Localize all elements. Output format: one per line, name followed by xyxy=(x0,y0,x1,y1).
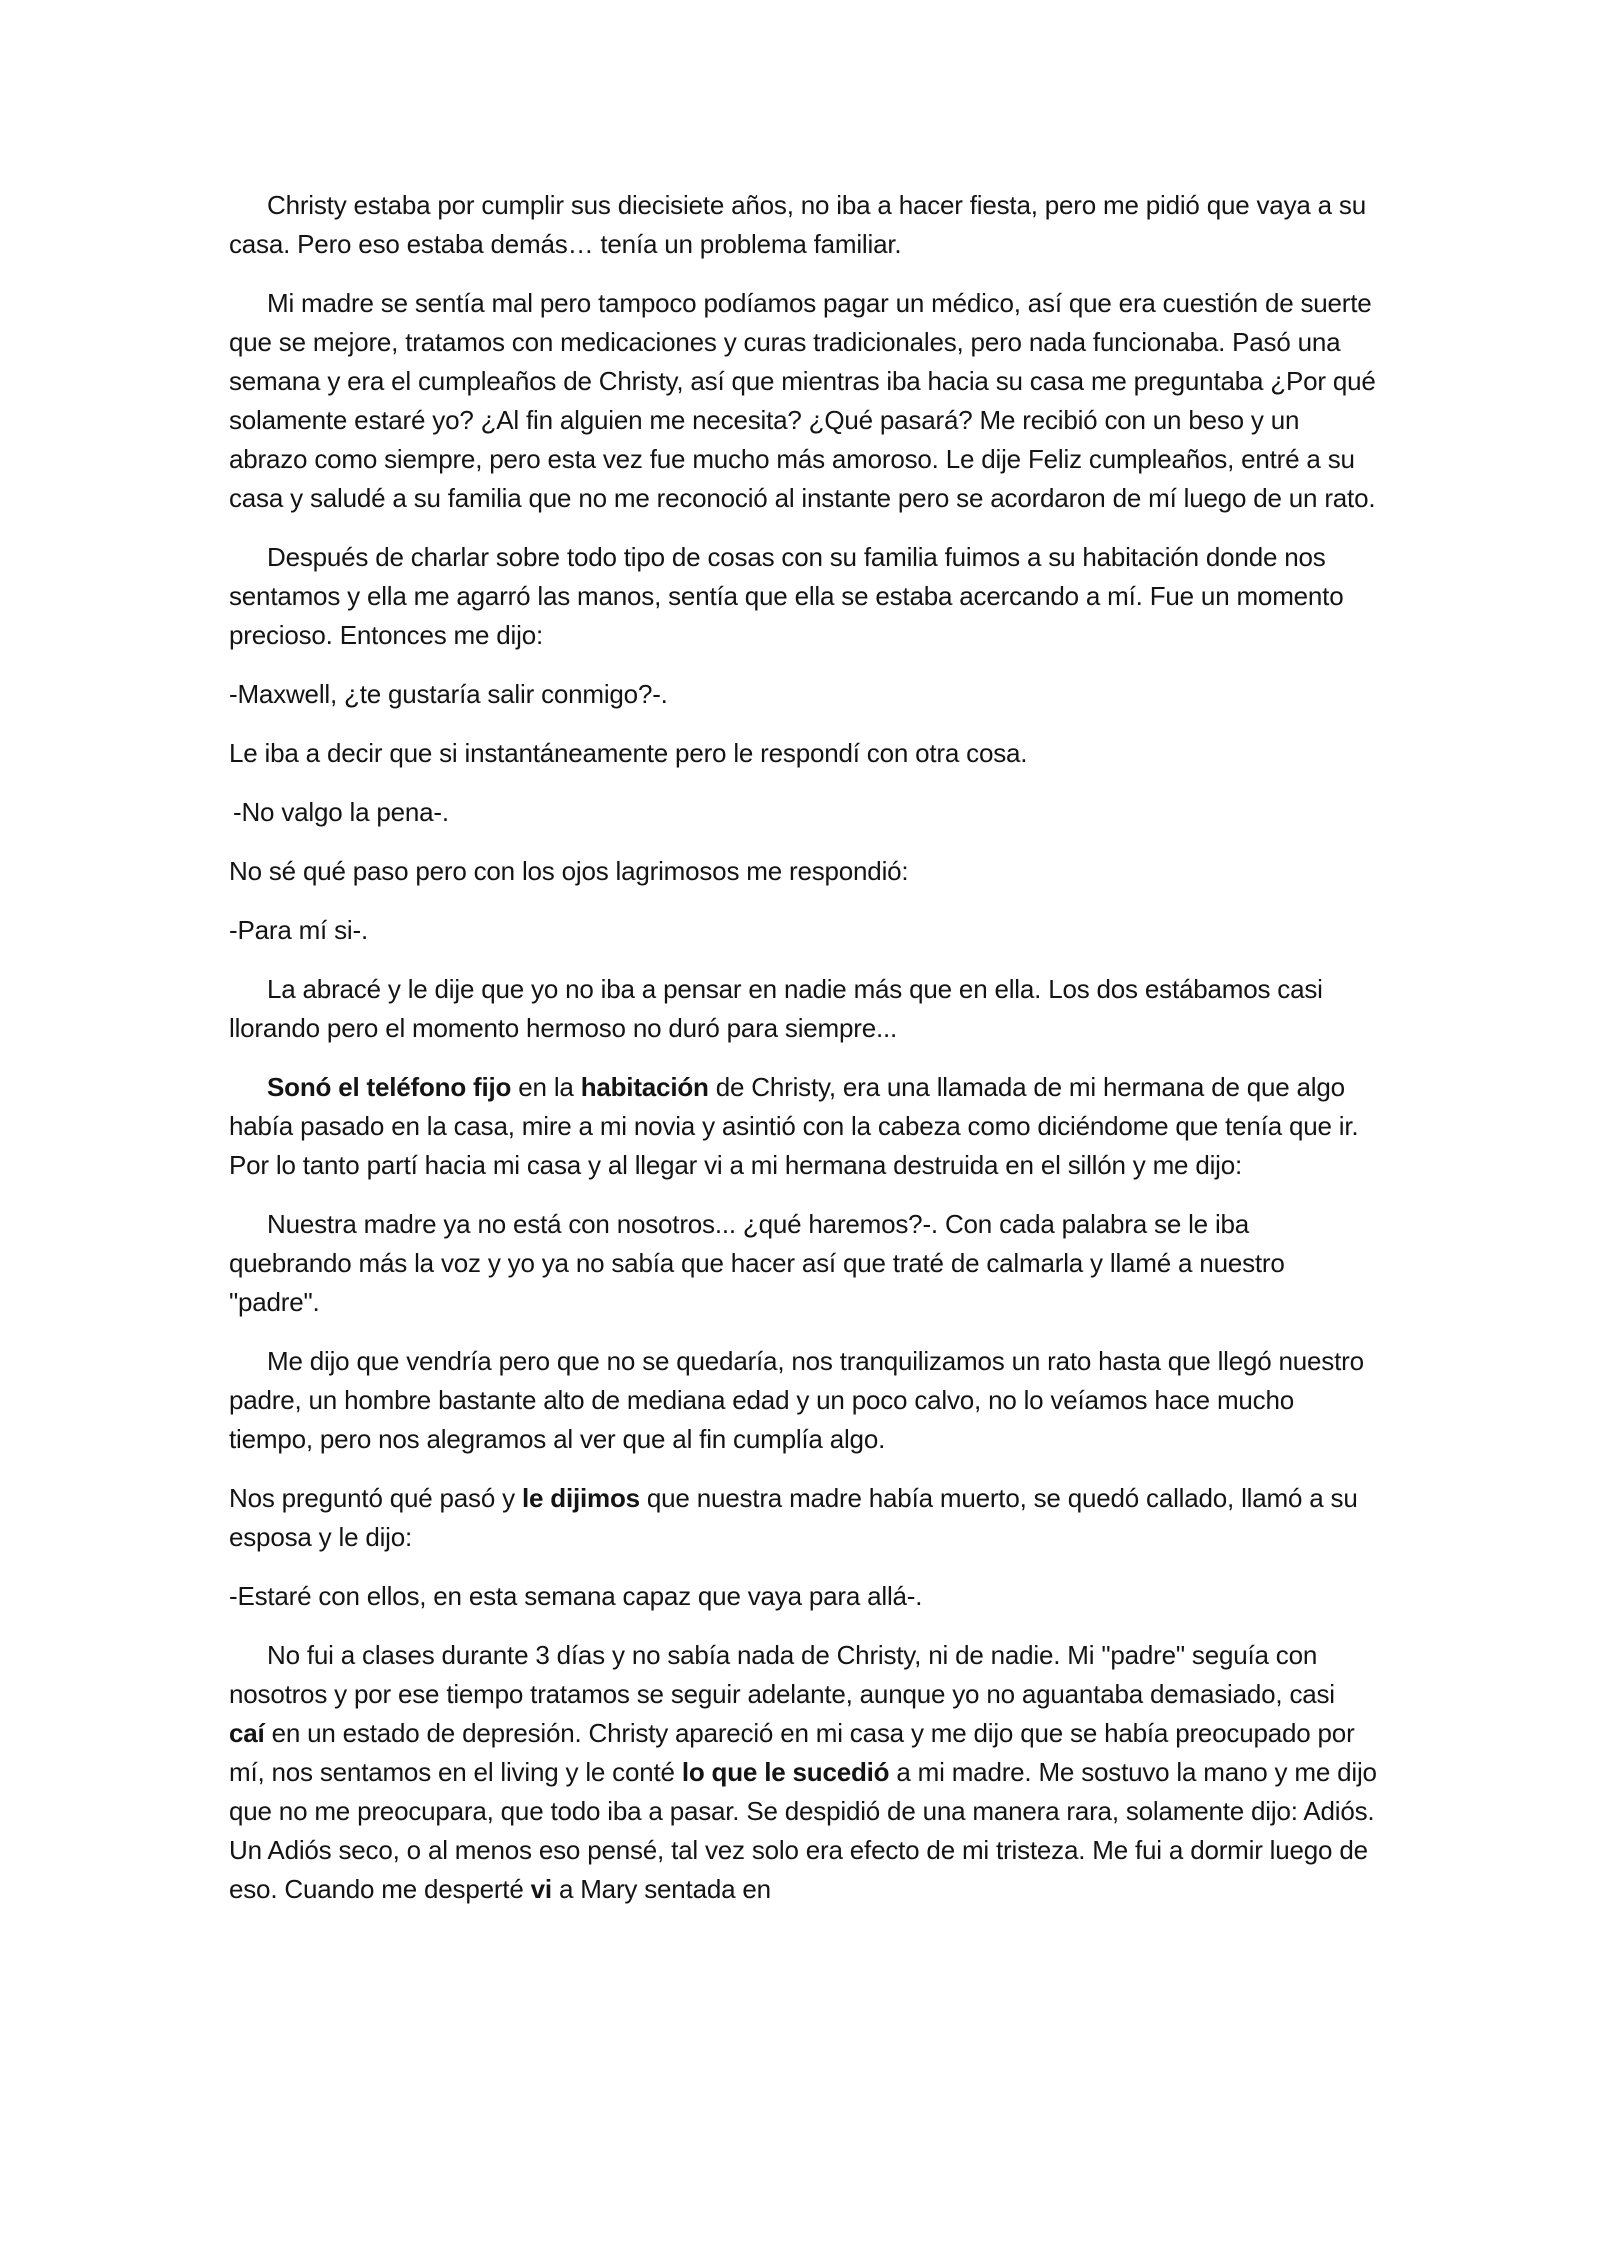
document-page xyxy=(229,186,1377,1929)
bold-text: caí xyxy=(229,1718,265,1748)
paragraph-text: en un estado de depresión. Christy apareció en mi casa y me dijo que se había preocupado por mí, nos sentamos en el living y le conté xyxy=(229,1718,1355,1787)
dialogue-line: -Estaré con ellos, en esta semana capaz que vaya para allá-. xyxy=(229,1581,923,1611)
paragraph: No sé qué paso pero con los ojos lagrimosos me respondió: xyxy=(229,856,909,886)
paragraph-text: No fui a clases durante 3 días y no sabía nada de Christy, ni de nadie. Mi "padre" seguía con nosotros y por ese tiempo tratamos se seguir adelante, aunque yo no aguantaba demasiado, casi xyxy=(229,1640,1335,1709)
paragraph-text: a Mary sentada en xyxy=(551,1874,771,1904)
bold-text: le dijimos xyxy=(521,1483,640,1513)
bold-text: vi xyxy=(530,1874,552,1904)
bold-text: habitación xyxy=(580,1072,709,1102)
paragraph-text: de Christy, era una llamada de mi hermana de que algo había pasado en la casa, mire a mi novia y asintió con la cabeza como diciéndome que tenía que ir. Por lo tanto partí hacia mi casa y al llegar vi a mi hermana destruida en el sillón y me dijo: xyxy=(229,1072,1359,1180)
paragraph-text: en la xyxy=(511,1072,581,1102)
paragraph: Me dijo que vendría pero que no se quedaría, nos tranquilizamos un rato hasta que llegó nuestro padre, un hombre bastante alto de mediana edad y un poco calvo, no lo veíamos hace mucho tiempo, pero nos alegramos al ver que al fin cumplía algo. xyxy=(229,1346,1364,1454)
paragraph xyxy=(229,1068,1377,1185)
paragraph: Mi madre se sentía mal pero tampoco podíamos pagar un médico, así que era cuestión de suerte que se mejore, tratamos con medicaciones y curas tradicionales, pero nada funcionaba. Pasó una semana y era el cumpleaños de Christy, así que mientras iba hacia su casa me preguntaba ¿Por qué solamente estaré yo? ¿Al fin alguien me necesita? ¿Qué pasará? Me recibió con un beso y un abrazo como siempre, pero esta vez fue mucho más amoroso. Le dije Feliz cumpleaños, entré a su casa y saludé a su familia que no me reconoció al instante pero se acordaron de mí luego de un rato. xyxy=(229,288,1376,513)
dialogue-line: -Para mí si-. xyxy=(229,915,368,945)
paragraph-text: a mi madre. Me sostuvo la mano y me dijo que no me preocupara, que todo iba a pasar. Se despidió de una manera rara, solamente dijo: Adiós. Un Adiós seco, o al menos eso pensé, tal vez solo era efecto de mi tristeza. Me fui a dormir luego de eso. Cuando me desperté xyxy=(229,1757,1377,1904)
paragraph-text: que nuestra madre había muerto, se quedó callado, llamó a su esposa y le dijo: xyxy=(229,1483,1358,1552)
paragraph xyxy=(229,1479,1377,1557)
bold-text: lo que le sucedió xyxy=(681,1757,890,1787)
dialogue-line: -No valgo la pena-. xyxy=(233,797,449,827)
paragraph xyxy=(229,1636,1377,1909)
paragraph: Nuestra madre ya no está con nosotros... ¿qué haremos?-. Con cada palabra se le iba quebrando más la voz y yo ya no sabía que hacer así que traté de calmarla y llamé a nuestro "padre". xyxy=(229,1209,1285,1317)
bold-text: Sonó el teléfono fijo xyxy=(267,1072,512,1102)
paragraph: Le iba a decir que si instantáneamente pero le respondí con otra cosa. xyxy=(229,738,1028,768)
paragraph: Después de charlar sobre todo tipo de cosas con su familia fuimos a su habitación donde nos sentamos y ella me agarró las manos, sentía que ella se estaba acercando a mí. Fue un momento precioso. Entonces me dijo: xyxy=(229,542,1344,650)
paragraph: Christy estaba por cumplir sus diecisiete años, no iba a hacer fiesta, pero me pidió que vaya a su casa. Pero eso estaba demás… tenía un problema familiar. xyxy=(229,190,1366,259)
dialogue-line: -Maxwell, ¿te gustaría salir conmigo?-. xyxy=(229,679,668,709)
paragraph-text: Nos preguntó qué pasó y xyxy=(229,1483,522,1513)
paragraph: La abracé y le dije que yo no iba a pensar en nadie más que en ella. Los dos estábamos casi llorando pero el momento hermoso no duró para siempre... xyxy=(229,974,1323,1043)
